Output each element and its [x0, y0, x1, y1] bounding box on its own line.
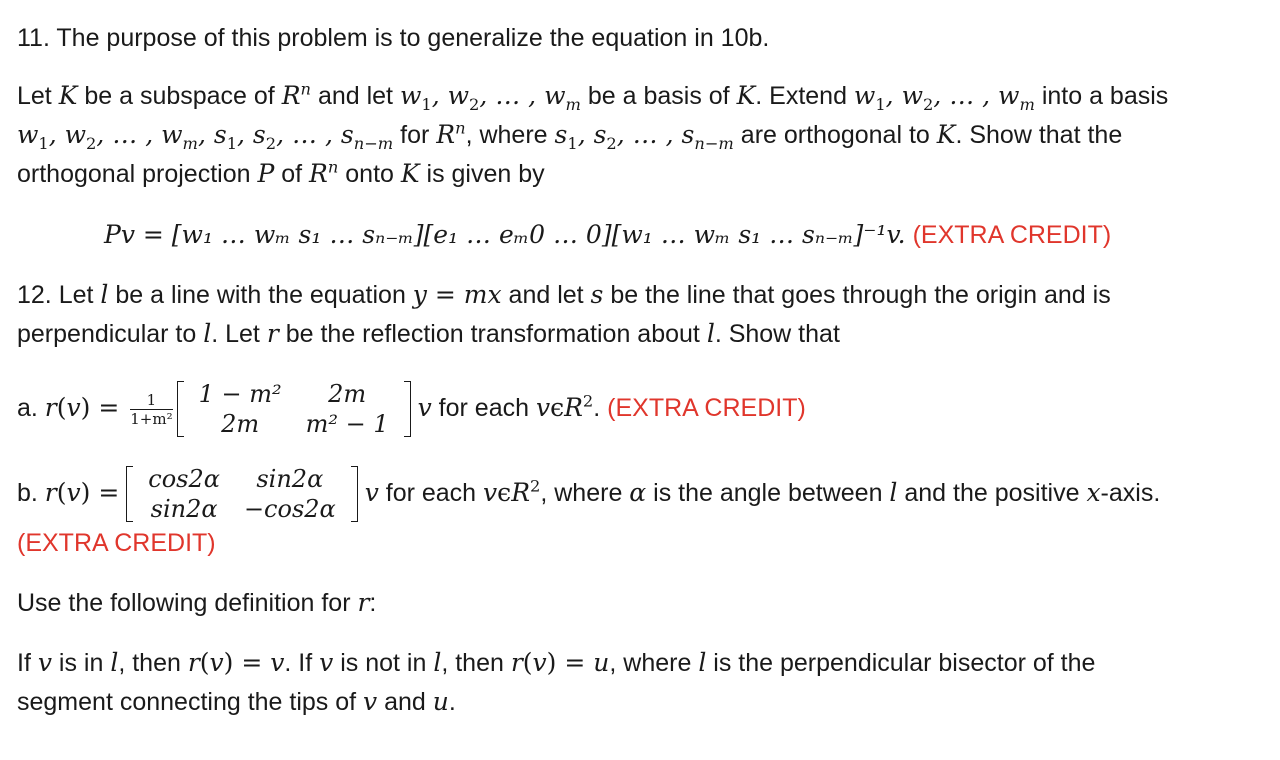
matrix-cell: 2m: [221, 410, 260, 439]
text: , then: [118, 649, 188, 677]
math-k: K: [58, 81, 78, 110]
reflection-matrix-b: [126, 464, 357, 524]
matrix-cell: sin2α: [150, 495, 218, 524]
projection-formula: Pv = [w₁ … wₘ s₁ … sₙ₋ₘ][e₁ … eₘ0 … 0][w₁ … wₘ s₁ … sₙ₋ₘ]⁻¹v.: [104, 220, 906, 249]
matrix-cell: 1 − m²: [198, 380, 282, 409]
math-basis-list: $w_1$, $w_2$, … , $w_m$, $s_1$, $s_2$, … , $s_{n-m}$: [17, 120, 394, 153]
fraction-numerator: 1: [130, 391, 172, 410]
matrix-cell: −cos2α: [243, 495, 336, 524]
text: for: [393, 121, 437, 149]
text: be a subspace of: [77, 82, 282, 110]
problem-11-equation: [104, 219, 1111, 251]
math-line-eq: y = mx: [412, 280, 502, 309]
text: is given by: [419, 160, 545, 188]
fraction: [130, 391, 172, 428]
text: 12. Let: [17, 281, 101, 309]
problem-12-part-b: [17, 455, 1160, 531]
text: perpendicular to: [17, 320, 204, 348]
problem-12-line-1: [17, 279, 1111, 311]
math-l: l: [889, 478, 898, 507]
math-l: l: [706, 319, 715, 348]
problem-12-line-2: [17, 318, 840, 350]
problem-12-part-a: a. r(v) = $\frac{1}{\text{1+m²}}$ 1 − m² 2m 2m m² − 1 v for each vϵR$^2$. (EXTRA CREDIT): [17, 380, 806, 439]
math-rn: $R^n$: [309, 157, 339, 188]
text: into a basis: [1034, 82, 1169, 110]
math-v: v: [319, 648, 334, 677]
text: , where: [540, 479, 630, 507]
matrix-cell: sin2α: [256, 465, 324, 494]
math-l: l: [203, 319, 212, 348]
definition-line-2: segment connecting the tips of v and u.: [17, 687, 456, 716]
math-s-list: $s_1$, $s_2$, … , $s_{n-m}$: [554, 120, 734, 153]
text: . Let: [211, 320, 267, 348]
math-k: K: [936, 120, 956, 149]
text: , where: [465, 121, 555, 149]
math-s: s: [590, 280, 604, 309]
text: -axis.: [1100, 479, 1161, 507]
part-label: a.: [17, 394, 45, 422]
text: is not in: [333, 649, 434, 677]
text: is in: [51, 649, 111, 677]
math-rv-eq-v: r(v) = v: [187, 648, 285, 677]
extra-credit-label: (EXTRA CREDIT): [912, 221, 1112, 249]
definition-line-1: [17, 647, 1095, 679]
text: are orthogonal to: [733, 121, 937, 149]
extra-credit-label: (EXTRA CREDIT): [607, 394, 806, 422]
text: Let: [17, 82, 59, 110]
problem-11-line-3: [17, 158, 545, 190]
math-r: r: [357, 588, 370, 617]
problem-11-heading: 11. The purpose of this problem is to generalize the equation in 10b.: [17, 24, 770, 52]
text: be a basis of: [580, 82, 737, 110]
text: be a line with the equation: [108, 281, 413, 309]
text: and let: [501, 281, 591, 309]
math-p: P: [257, 159, 275, 188]
matrix-cell: m² − 1: [305, 410, 389, 439]
math-v: v: [417, 393, 432, 422]
text: . Show that: [714, 320, 840, 348]
text: , where: [609, 649, 699, 677]
math-w-list: $w_1$, $w_2$, … , $w_m$: [853, 81, 1035, 114]
math-v: v: [37, 648, 52, 677]
math-v: v: [364, 478, 379, 507]
part-label: b.: [17, 479, 45, 507]
extra-credit-label: (EXTRA CREDIT): [17, 529, 216, 557]
text: . Show that the: [955, 121, 1123, 149]
math-k: K: [736, 81, 756, 110]
math-u: u: [432, 687, 449, 716]
text: . Extend: [755, 82, 854, 110]
definition-intro: Use the following definition for r:: [17, 588, 377, 617]
text: be the line that goes through the origin and is: [603, 281, 1111, 309]
math-l: l: [110, 648, 119, 677]
text: If: [17, 649, 38, 677]
text: and let: [311, 82, 400, 110]
math-rn: $R^n$: [436, 118, 466, 149]
reflection-matrix-a: [177, 379, 411, 439]
text: is the angle between: [646, 479, 890, 507]
text: for each: [378, 479, 484, 507]
text: is the perpendicular bisector of the: [706, 649, 1096, 677]
text: be the reflection transformation about: [278, 320, 707, 348]
text: segment connecting the tips of: [17, 688, 364, 716]
math-w-list: $w_1$, $w_2$, … , $w_m$: [399, 81, 581, 114]
math-x: x: [1086, 478, 1101, 507]
matrix-cell: cos2α: [148, 465, 220, 494]
math-v-in-r2: vϵR$^2$: [535, 391, 594, 422]
math-l: l: [100, 280, 109, 309]
text: and the positive: [897, 479, 1087, 507]
math-k: K: [400, 159, 420, 188]
math-alpha: α: [629, 478, 647, 507]
text: and: [377, 688, 433, 716]
matrix-cell: 2m: [328, 380, 367, 409]
math-rn: $R^n$: [281, 79, 311, 110]
math-rv: r(v) =: [44, 393, 120, 422]
math-v-in-r2: vϵR$^2$: [483, 476, 541, 507]
math-rv: r(v) =: [44, 478, 120, 507]
fraction-denominator: 1+m²: [130, 409, 173, 428]
math-l: l: [698, 648, 707, 677]
math-l: l: [433, 648, 442, 677]
text: for each: [431, 394, 536, 422]
math-v: v: [363, 687, 378, 716]
math-rv-eq-u: r(v) = u: [510, 648, 610, 677]
text: orthogonal projection: [17, 160, 258, 188]
text: Use the following definition for: [17, 589, 358, 617]
text: onto: [338, 160, 401, 188]
math-r: r: [266, 319, 279, 348]
problem-11-line-1: [17, 80, 1168, 112]
problem-11-line-2: [17, 119, 1122, 151]
text: of: [274, 160, 310, 188]
text: , then: [441, 649, 511, 677]
text: . If: [284, 649, 320, 677]
